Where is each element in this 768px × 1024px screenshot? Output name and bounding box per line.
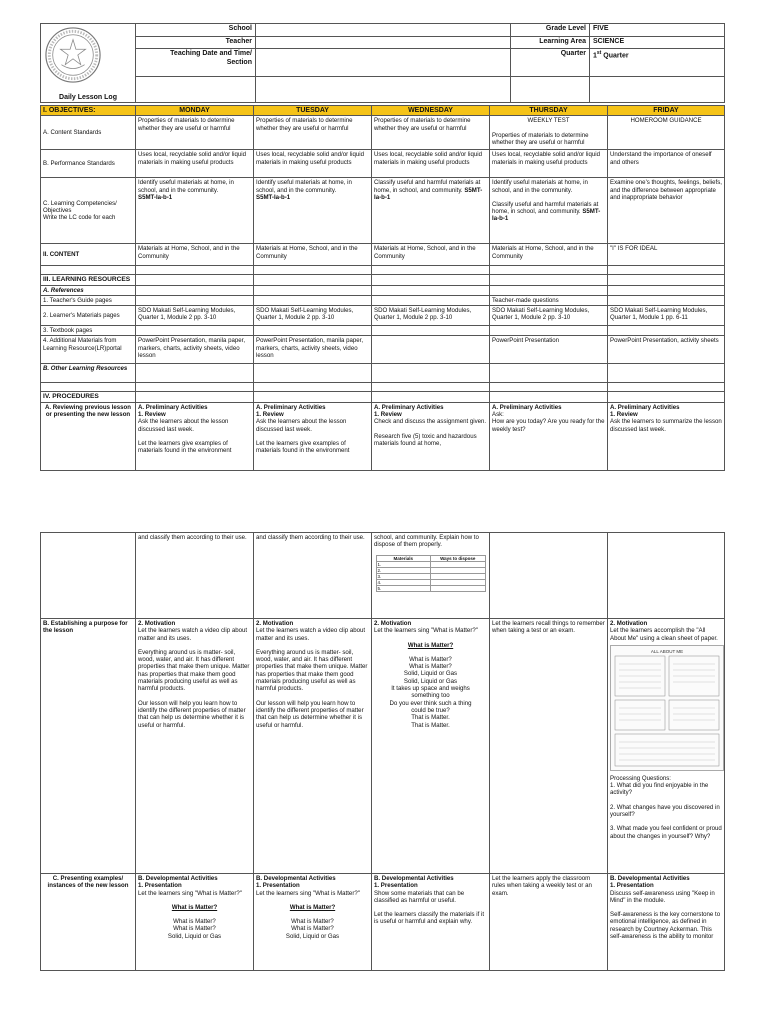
deped-seal-icon: [44, 26, 102, 84]
worksheet-title: ALL ABOUT ME: [650, 648, 684, 654]
song-lyrics: What is Matter? What is Matter? Solid, Liquid or Gas Solid, Liquid or Gas It takes up space and weighs something too Do you ever think such a thing could be true? That is Matter. That is Matter.: [389, 655, 472, 729]
date-value[interactable]: [256, 49, 511, 76]
cell: 5.: [376, 585, 431, 591]
cell: A. Preliminary Activities 1. Review Ask the learners about the lesson discussed last week. Let the learners give examples of materials found in the environment: [254, 402, 372, 470]
cell: Uses local, recyclable solid and/or liquid materials in making useful products: [490, 150, 608, 178]
cell: A. Preliminary Activities 1. Review Ask the learners to summarize the lesson discussed last week.: [608, 402, 725, 470]
content-row: [41, 244, 725, 266]
cell: Identify useful materials at home, in school, and in the community. S5MT-Ia-b-1: [254, 178, 372, 244]
competencies-row: [41, 178, 725, 244]
day-friday: FRIDAY: [608, 106, 725, 116]
day-tuesday: TUESDAY: [254, 106, 372, 116]
purpose-row: [41, 619, 725, 874]
cell: SDO Makati Self-Learning Modules, Quarter 1, Module 2 pp. 3-10: [372, 306, 490, 326]
cell: and classify them according to their use.: [254, 533, 372, 619]
cell: Properties of materials to determine whether they are useful or harmful: [372, 116, 490, 150]
lesson-log-page-1: [40, 23, 724, 473]
cell: school, and community. Explain how to dispose of them properly. Materials Ways to dispose 1. 2. 3. 4. 5.: [372, 533, 490, 619]
cell: SDO Makati Self-Learning Modules, Quarter 1, Module 2 pp. 3-10: [136, 306, 254, 326]
cell: B. Developmental Activities 1. Presentation Discuss self-awareness using "Keep in Mind" in the module. Self-awareness is the key cornerstone to emotional intelligence, as defined in research by Courtney Ackerman. This self-awareness is the ability to monitor: [608, 874, 725, 971]
area-value[interactable]: SCIENCE: [590, 36, 725, 49]
additional-label: 4. Additional Materials from Learning Resource(LR)portal: [41, 336, 136, 364]
cell: 2.: [376, 567, 431, 573]
lesson-log-page-2: [40, 532, 724, 972]
cell: Materials at Home, School, and in the Community: [372, 244, 490, 266]
quarter-label: Quarter: [511, 49, 590, 76]
other-resources-label: B. Other Learning Resources: [41, 364, 136, 383]
cell: 4.: [376, 579, 431, 585]
performance-standards-label: B. Performance Standards: [41, 150, 136, 178]
cell: Materials: [376, 555, 431, 561]
teacher-label: Teacher: [136, 36, 256, 49]
objectives-heading: I. OBJECTIVES:: [41, 106, 136, 116]
cell: Uses local, recyclable solid and/or liquid materials in making useful products: [254, 150, 372, 178]
cell: Understand the importance of oneself and others: [608, 150, 725, 178]
performance-standards-row: [41, 150, 725, 178]
cell: HOMEROOM GUIDANCE: [608, 116, 725, 150]
cell: Let the learners apply the classroom rules when taking a weekly test or an exam.: [490, 874, 608, 971]
day-thursday: THURSDAY: [490, 106, 608, 116]
cell: Uses local, recyclable solid and/or liquid materials in making useful products: [372, 150, 490, 178]
cell: A. Preliminary Activities 1. Review Ask the learners about the lesson discussed last week. Let the learners give examples of materials found in the environment: [136, 402, 254, 470]
teachers-guide-row: [41, 295, 725, 305]
lesson-table-1: [40, 105, 725, 471]
worksheet-thumbnail-icon: [611, 646, 723, 770]
teacher-value[interactable]: [256, 36, 511, 49]
competencies-label: C. Learning Competencies/ Objectives Write the LC code for each: [41, 178, 136, 244]
teachers-guide-label: 1. Teacher's Guide pages: [41, 295, 136, 305]
date-label: Teaching Date and Time/ Section: [136, 49, 256, 76]
area-label: Learning Area: [511, 36, 590, 49]
cell: Examine one's thoughts, feelings, beliefs, and the difference between appropriate and inappropriate behavior: [608, 178, 725, 244]
grade-label: Grade Level: [511, 24, 590, 37]
school-value[interactable]: [256, 24, 511, 37]
day-monday: MONDAY: [136, 106, 254, 116]
cell: A. Preliminary Activities 1. Review Check and discuss the assignment given. Research five (5) toxic and hazardous materials found at home,: [372, 402, 490, 470]
cell: 1.: [376, 561, 431, 567]
cell: SDO Makati Self-Learning Modules, Quarter 1, Module 1 pp. 6-11: [608, 306, 725, 326]
cell: 2. Motivation Let the learners accomplish the "All About Me" using a clean sheet of paper. ALL ABOUT ME Processing Questions: 1. What did you find enjoyable in the activity? 2. What changes have you discovered in yourself? 3. What made you feel confident or proud about the changes in yourself? Why?: [608, 619, 725, 874]
all-about-me-worksheet: [610, 645, 724, 771]
cell: 2. Motivation Let the learners watch a video clip about matter and its uses. Everything around us is matter- soil, wood, water, and air. It has different properties that make them unique. Matter has properties that make them good materials producing useful as well as harmful products. Our lesson will help you learn how to identify the different properties of matter that can help us determine whether it is useful or harmful.: [254, 619, 372, 874]
cell: Properties of materials to determine whether they are useful or harmful: [136, 116, 254, 150]
cell: Teacher-made questions: [490, 295, 608, 305]
disposal-table: [376, 555, 486, 592]
continued-row: [41, 533, 725, 619]
cell: SDO Makati Self-Learning Modules, Quarter 1, Module 2 pp. 3-10: [490, 306, 608, 326]
cell: 2. Motivation Let the learners sing "What is Matter?" What is Matter? What is Matter? What is Matter? Solid, Liquid or Gas Solid, Liquid or Gas It takes up space and weighs something too Do you ever think such a thing could be true? That is Matter. That is Matter.: [372, 619, 490, 874]
cell: B. Developmental Activities 1. Presentation Let the learners sing "What is Matter?" What is Matter? What is Matter? What is Matter? Solid, Liquid or Gas: [254, 874, 372, 971]
grade-value[interactable]: FIVE: [590, 24, 725, 37]
cell: Uses local, recyclable solid and/or liquid materials in making useful products: [136, 150, 254, 178]
reviewing-row: [41, 402, 725, 470]
cell: Let the learners recall things to remember when taking a test or an exam.: [490, 619, 608, 874]
cell: PowerPoint Presentation, manila paper, markers, charts, activity sheets, video lesson: [136, 336, 254, 364]
additional-row: [41, 336, 725, 364]
reviewing-label: A. Reviewing previous lesson or presenting the new lesson: [41, 402, 136, 470]
cell: Properties of materials to determine whether they are useful or harmful: [254, 116, 372, 150]
cell: Identify useful materials at home, in school, and in the community. Classify useful and harmful materials at home, in school, and community. S5MT-Ia-b-1: [490, 178, 608, 244]
cell: Materials at Home, School, and in the Community: [136, 244, 254, 266]
cell: Materials at Home, School, and in the Community: [254, 244, 372, 266]
day-wednesday: WEDNESDAY: [372, 106, 490, 116]
content-standards-label: A. Content Standards: [41, 116, 136, 150]
lesson-table-2: [40, 532, 725, 971]
cell: "I" IS FOR IDEAL: [608, 244, 725, 266]
logo-cell: [41, 24, 136, 103]
cell: 2. Motivation Let the learners watch a video clip about matter and its uses. Everything around us is matter- soil, wood, water, and air. It has different properties that make them unique. Matter has properties that make them good materials producing useful as well as harmful products. Our lesson will help you learn how to identify the different properties of matter that can help us determine whether it is useful or harmful.: [136, 619, 254, 874]
cell: A. Preliminary Activities Ask: How are you today? Are you ready for the weekly test?: [490, 402, 608, 470]
presenting-row: [41, 874, 725, 971]
header-table: [40, 23, 725, 103]
cell: PowerPoint Presentation: [490, 336, 608, 364]
content-standards-row: [41, 116, 725, 150]
presenting-label: C. Presenting examples/ instances of the new lesson: [41, 874, 136, 971]
cell: Classify useful and harmful materials at home, in school, and community. S5MT-Ia-b-1: [372, 178, 490, 244]
cell: 3.: [376, 573, 431, 579]
quarter-value[interactable]: 1st Quarter: [590, 49, 725, 76]
cell: Identify useful materials at home, in school, and in the community. S5MT-Ia-b-1: [136, 178, 254, 244]
references-label: A. References: [41, 285, 136, 295]
cell: Materials at Home, School, and in the Community: [490, 244, 608, 266]
cell: PowerPoint Presentation, activity sheets: [608, 336, 725, 364]
learners-materials-label: 2. Learner's Materials pages: [41, 306, 136, 326]
cell: and classify them according to their use.: [136, 533, 254, 619]
document-title: Daily Lesson Log: [59, 94, 117, 101]
cell: B. Developmental Activities 1. Presentation Show some materials that can be classified as harmful or useful. Let the learners classify the materials if it is useful or harmful and explain why.: [372, 874, 490, 971]
resources-heading: III. LEARNING RESOURCES: [41, 275, 136, 285]
content-label: II. CONTENT: [41, 244, 136, 266]
textbook-label: 3. Textbook pages: [41, 326, 136, 336]
cell: WEEKLY TEST Properties of materials to determine whether they are useful or harmful: [490, 116, 608, 150]
cell: B. Developmental Activities 1. Presentation Let the learners sing "What is Matter?" What is Matter? What is Matter? What is Matter? Solid, Liquid or Gas: [136, 874, 254, 971]
cell: Ways to dispose: [431, 555, 486, 561]
procedures-heading: IV. PROCEDURES: [41, 392, 136, 402]
cell: PowerPoint Presentation, manila paper, markers, charts, activity sheets, video lesson: [254, 336, 372, 364]
learners-materials-row: [41, 306, 725, 326]
purpose-label: B. Establishing a purpose for the lesson: [41, 619, 136, 874]
cell: SDO Makati Self-Learning Modules, Quarter 1, Module 2 pp. 3-10: [254, 306, 372, 326]
school-label: School: [136, 24, 256, 37]
